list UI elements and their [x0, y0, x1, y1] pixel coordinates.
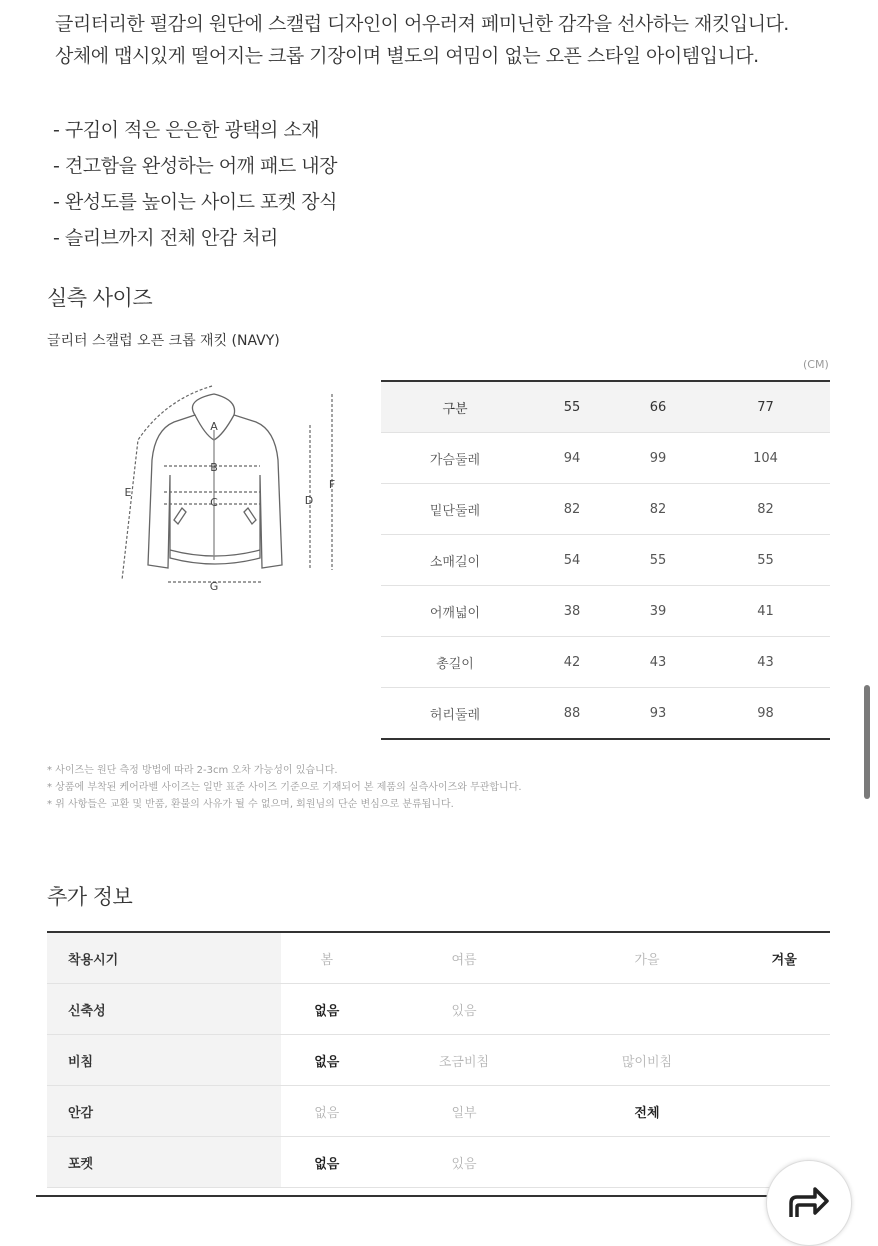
info-row: [47, 1035, 830, 1086]
table-row: [381, 637, 830, 688]
feature-item: - 슬리브까지 전체 안감 처리: [53, 227, 278, 249]
info-option-selected: 없음: [281, 1137, 373, 1188]
info-label: 포켓: [47, 1137, 281, 1188]
info-option: 있음: [373, 1137, 556, 1188]
table-header-cell: 구분: [381, 381, 529, 433]
info-option-selected: 없음: [281, 1035, 373, 1086]
table-cell: 98: [701, 688, 830, 740]
table-cell: 55: [701, 535, 830, 586]
table-cell: 54: [529, 535, 615, 586]
info-option: 가을: [555, 932, 738, 984]
feature-item: - 구김이 적은 은은한 광택의 소재: [53, 119, 320, 141]
description-line-2: 상체에 맵시있게 떨어지는 크롭 기장이며 별도의 여밈이 없는 오픈 스타일 아이템입니다.: [55, 45, 759, 67]
info-option: 여름: [373, 932, 556, 984]
table-header-row: [381, 381, 830, 433]
info-option: [555, 1137, 738, 1188]
info-label: 착용시기: [47, 932, 281, 984]
info-option: 없음: [281, 1086, 373, 1137]
info-option: 일부: [373, 1086, 556, 1137]
table-row: [381, 484, 830, 535]
table-cell: 41: [701, 586, 830, 637]
table-cell: 가슴둘레: [381, 433, 529, 484]
info-table: [47, 931, 830, 1188]
share-button[interactable]: [766, 1160, 852, 1246]
table-header-cell: 77: [701, 381, 830, 433]
diagram-label-f: F: [328, 478, 336, 491]
note-line: * 상품에 부착된 케어라벨 사이즈는 일반 표준 사이즈 기준으로 기재되어 본 제품의 실측사이즈와 무관합니다.: [47, 782, 522, 793]
info-label: 신축성: [47, 984, 281, 1035]
table-cell: 38: [529, 586, 615, 637]
diagram-label-b: B: [210, 461, 218, 474]
info-row: [47, 984, 830, 1035]
table-cell: 42: [529, 637, 615, 688]
size-table: [381, 380, 830, 740]
table-cell: 99: [615, 433, 701, 484]
info-row: [47, 932, 830, 984]
table-cell: 총길이: [381, 637, 529, 688]
divider: [36, 1195, 806, 1197]
table-cell: 82: [701, 484, 830, 535]
info-option: 봄: [281, 932, 373, 984]
table-cell: 104: [701, 433, 830, 484]
feature-item: - 완성도를 높이는 사이드 포켓 장식: [53, 191, 338, 213]
unit-label: (CM): [803, 358, 829, 371]
info-option: [738, 1035, 830, 1086]
diagram-label-e: E: [124, 486, 132, 499]
table-cell: 밑단둘레: [381, 484, 529, 535]
table-row: [381, 586, 830, 637]
feature-list: [53, 112, 337, 256]
info-label: 비침: [47, 1035, 281, 1086]
scrollbar[interactable]: [864, 685, 870, 799]
diagram-label-a: A: [210, 420, 218, 433]
table-row: [381, 433, 830, 484]
info-option: [738, 984, 830, 1035]
table-cell: 55: [615, 535, 701, 586]
description-line-1: 글리터리한 펄감의 원단에 스캘럽 디자인이 어우러져 페미닌한 감각을 선사하는 재킷입니다.: [55, 13, 789, 35]
table-cell: 허리둘레: [381, 688, 529, 740]
table-cell: 43: [615, 637, 701, 688]
size-section-title: 실측 사이즈: [47, 286, 153, 310]
size-notes: [47, 762, 522, 813]
jacket-diagram-icon: [110, 380, 350, 595]
table-cell: 소매길이: [381, 535, 529, 586]
table-cell: 39: [615, 586, 701, 637]
info-label: 안감: [47, 1086, 281, 1137]
table-cell: 어깨넓이: [381, 586, 529, 637]
table-cell: 94: [529, 433, 615, 484]
product-description: [55, 8, 855, 72]
info-option: 있음: [373, 984, 556, 1035]
table-row: [381, 535, 830, 586]
table-cell: 88: [529, 688, 615, 740]
info-option-selected: 전체: [555, 1086, 738, 1137]
info-row: [47, 1086, 830, 1137]
table-cell: 93: [615, 688, 701, 740]
diagram-label-c: C: [210, 496, 218, 509]
info-option: [555, 984, 738, 1035]
info-row: [47, 1137, 830, 1188]
table-row: [381, 688, 830, 740]
info-option: [738, 1086, 830, 1137]
table-cell: 82: [529, 484, 615, 535]
info-option-selected: 없음: [281, 984, 373, 1035]
note-line: * 위 사항들은 교환 및 반품, 환불의 사유가 될 수 없으며, 회원님의 단순 변심으로 분류됩니다.: [47, 799, 454, 810]
feature-item: - 견고함을 완성하는 어깨 패드 내장: [53, 155, 338, 177]
product-name: 글리터 스캘럽 오픈 크롭 재킷 (NAVY): [47, 333, 280, 349]
share-arrow-icon: [787, 1183, 831, 1223]
table-header-cell: 55: [529, 381, 615, 433]
table-cell: 82: [615, 484, 701, 535]
diagram-label-d: D: [304, 494, 314, 507]
info-section-title: 추가 정보: [47, 885, 133, 909]
info-option: 조금비침: [373, 1035, 556, 1086]
table-cell: 43: [701, 637, 830, 688]
info-option-selected: 겨울: [738, 932, 830, 984]
table-header-cell: 66: [615, 381, 701, 433]
diagram-label-g: G: [209, 580, 219, 593]
note-line: * 사이즈는 원단 측정 방법에 따라 2-3cm 오차 가능성이 있습니다.: [47, 765, 338, 776]
info-option: 많이비침: [555, 1035, 738, 1086]
